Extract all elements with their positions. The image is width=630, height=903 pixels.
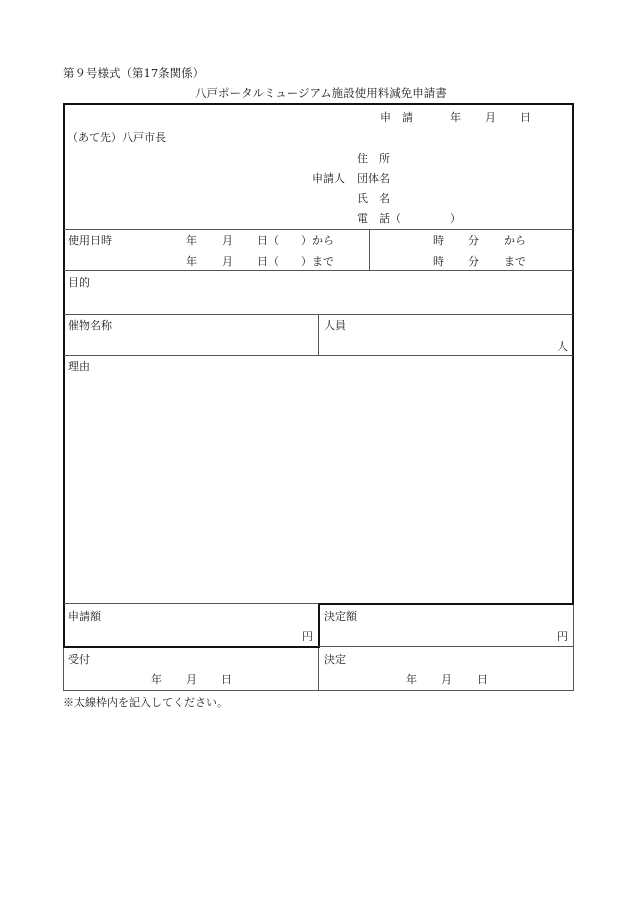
reception-month: 月 — [186, 673, 197, 686]
decided-amount-label: 決定額 — [324, 610, 357, 623]
decision-month: 月 — [441, 673, 452, 686]
footnote: ※太線枠内を記入してください。 — [63, 696, 228, 709]
usage-end-close: ）まで — [301, 255, 334, 268]
usage-start-close: ）から — [301, 234, 334, 247]
address-label: 住 所 — [357, 152, 390, 165]
requested-amount-label: 申請額 — [68, 610, 101, 623]
decision-day: 日 — [477, 673, 488, 686]
attendance-unit: 人 — [557, 340, 568, 353]
org-label: 団体名 — [357, 172, 390, 185]
usage-start-month: 月 — [222, 234, 233, 247]
usage-end-year: 年 — [186, 255, 197, 268]
applicant-label: 申請人 — [312, 172, 345, 185]
usage-start-suffix: から — [504, 234, 526, 247]
usage-end-suffix: まで — [504, 255, 526, 268]
name-label: 氏 名 — [357, 192, 390, 205]
requested-amount-unit: 円 — [302, 630, 313, 643]
application-date-label: 申 請 — [380, 111, 413, 124]
reception-year: 年 — [151, 673, 162, 686]
application-day: 日 — [520, 111, 531, 124]
usage-end-hour: 時 — [433, 255, 444, 268]
form-number: 第９号様式（第17条関係） — [63, 66, 205, 80]
usage-start-year: 年 — [186, 234, 197, 247]
usage-end-day: 日（ — [257, 255, 279, 268]
reception-label: 受付 — [68, 653, 90, 666]
usage-label: 使用日時 — [68, 234, 112, 247]
decided-amount-unit: 円 — [557, 630, 568, 643]
event-name-label: 催物名称 — [68, 319, 112, 332]
usage-start-hour: 時 — [433, 234, 444, 247]
application-month: 月 — [485, 111, 496, 124]
addressee: （あて先）八戸市長 — [67, 131, 166, 144]
form-title: 八戸ポータルミュージアム施設使用料減免申請書 — [195, 86, 447, 100]
reason-label: 理由 — [68, 360, 90, 373]
usage-end-minute: 分 — [468, 255, 479, 268]
reception-day: 日 — [221, 673, 232, 686]
usage-end-month: 月 — [222, 255, 233, 268]
usage-start-day: 日（ — [257, 234, 279, 247]
purpose-label: 目的 — [68, 276, 90, 289]
decision-year: 年 — [406, 673, 417, 686]
usage-start-minute: 分 — [468, 234, 479, 247]
phone-close: ） — [450, 212, 461, 225]
decision-label: 決定 — [324, 653, 346, 666]
application-year: 年 — [450, 111, 461, 124]
attendance-label: 人員 — [324, 319, 346, 332]
phone-label: 電 話（ — [357, 212, 401, 225]
